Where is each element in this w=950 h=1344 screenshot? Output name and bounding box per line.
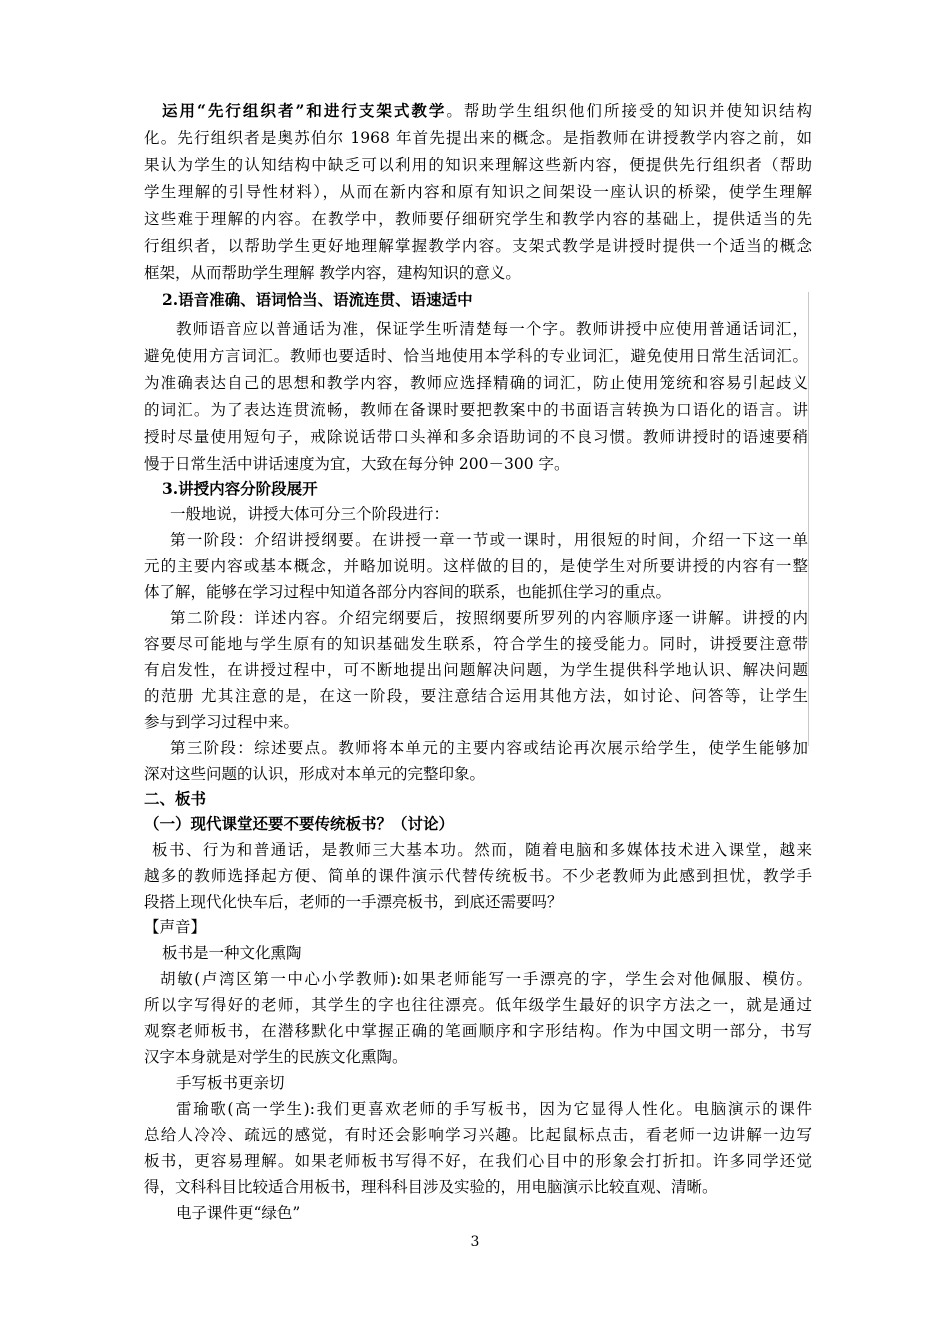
paragraph-line: 的范册 尤其注意的是，在这一阶段，要注意结合运用其他方法，如讨论、问答等，让学生: [144, 687, 808, 705]
paragraph-line: 框架，从而帮助学生理解 教学内容，建构知识的意义。: [144, 264, 521, 282]
topic-heading: 手写板书更亲切: [176, 1074, 285, 1092]
paragraph-line: 有启发性，在讲授过程中，可不断地提出问题解决问题，为学生提供科学地认识、解决问题: [144, 661, 808, 679]
paragraph-line: 汉字本身就是对学生的民族文化熏陶。: [144, 1048, 408, 1066]
topic-heading: 板书是一种文化熏陶: [162, 944, 302, 962]
paragraph-line: 段搭上现代化快车后，老师的一手漂亮板书，到底还需要吗？: [144, 893, 563, 911]
paragraph-line: 板书，更容易理解。如果老师板书写得不好，在我们心目中的形象会打折扣。许多同学还觉: [144, 1152, 812, 1170]
paragraph-line: 第一阶段：介绍讲授纲要。在讲授一章一节或一课时，用很短的时间，介绍一下这一单: [170, 531, 808, 549]
paragraph-line: 教师语音应以普通话为准，保证学生听清楚每一个字。教师讲授中应使用普通话词汇，: [176, 320, 808, 338]
paragraph-line: 授时尽量使用短句子，戒除说话带口头禅和多余语助词的不良习惯。教师讲授时的语速要稍: [144, 428, 808, 446]
paragraph-line: 的词汇。为了表达连贯流畅，教师在备课时要把教案中的书面语言转换为口语化的语言。讲: [144, 401, 808, 419]
section-heading-3: 3.讲授内容分阶段展开: [162, 479, 318, 498]
paragraph-line: 化。先行组织者是奥苏伯尔 1968 年首先提出来的概念。是指教师在讲授教学内容之前，如: [144, 129, 812, 147]
paragraph-line: 参与到学习过程中来。: [144, 713, 300, 731]
paragraph-line: 避免使用方言词汇。教师也要适时、恰当地使用本学科的专业词汇，避免使用日常生活词汇。: [144, 347, 808, 365]
paragraph-line: 雷瑜歌(高一学生):我们更喜欢老师的手写板书，因为它显得人性化。电脑演示的课件: [176, 1100, 812, 1118]
paragraph-line: 体了解，能够在学习过程中知道各部分内容间的联系，也能抓住学习的重点。: [144, 583, 672, 601]
paragraph-line: 所以字写得好的老师，其学生的字也往往漂亮。低年级学生最好的识字方法之一，就是通过: [144, 996, 812, 1014]
page-number: 3: [470, 1234, 480, 1250]
paragraph-line: 学生理解的引导性材料），从而在新内容和原有知识之间架设一座认识的桥梁，使学生理解: [144, 183, 812, 201]
paragraph-line: 板书、行为和普通话，是教师三大基本功。然而，随着电脑和多媒体技术进入课堂，越来: [152, 841, 812, 859]
margin-rule: [808, 292, 809, 746]
paragraph-line: 果认为学生的认知结构中缺乏可以利用的知识来理解这些新内容，便提供先行组织者（帮助: [144, 156, 812, 174]
paragraph-line: 容要尽可能地与学生原有的知识基础发生联系，符合学生的接受能力。同时，讲授要注意带: [144, 635, 808, 653]
paragraph-line: 运用“先行组织者”和进行支架式教学。帮助学生组织他们所接受的知识并使知识结构: [162, 101, 812, 120]
paragraph-line: 慢于日常生活中讲话速度为宜，大致在每分钟 200－300 字。: [144, 455, 570, 473]
paragraph-line: 越多的教师选择起方便、简单的课件演示代替传统板书。不少老教师为此感到担忧，教学手: [144, 867, 812, 885]
paragraph-line: 第二阶段：详述内容。介绍完纲要后，按照纲要所罗列的内容顺序逐一讲解。讲授的内: [170, 609, 808, 627]
paragraph-line: 元的主要内容或基本概念，并略加说明。这样做的目的，是使学生对所要讲授的内容有一整: [144, 557, 808, 575]
paragraph-line: 总给人冷冷、疏远的感觉，有时还会影响学习兴趣。比起鼠标点击，看老师一边讲解一边写: [144, 1126, 812, 1144]
voice-label: 【声音】: [144, 918, 207, 936]
paragraph-line: 为准确表达自己的思想和教学内容，教师应选择精确的词汇，防止使用笼统和容易引起歧义: [144, 374, 808, 392]
topic-heading: 电子课件更“绿色”: [176, 1204, 301, 1222]
paragraph-line: 一般地说，讲授大体可分三个阶段进行：: [170, 505, 450, 523]
paragraph-line: 这些难于理解的内容。在教学中，教师要仔细研究学生和教学内容的基础上，提供适当的先: [144, 210, 812, 228]
section-heading-board: 二、板书: [144, 789, 207, 808]
paragraph-line: 深对这些问题的认识，形成对本单元的完整印象。: [144, 765, 486, 783]
paragraph-line: 行组织者，以帮助学生更好地理解掌握教学内容。支架式教学是讲授时提供一个适当的概念: [144, 237, 812, 255]
paragraph-line: 得，文科科目比较适合用板书，理科科目涉及实验的，用电脑演示比较直观、清晰。: [144, 1178, 718, 1196]
paragraph-line: 观察老师板书，在潜移默化中掌握正确的笔画顺序和字形结构。作为中国文明一部分，书写: [144, 1022, 812, 1040]
advance-organizer-heading: 运用“先行组织者”和进行支架式教学: [162, 101, 447, 120]
section-heading-2: 2.语音准确、语词恰当、语流连贯、语速适中: [162, 290, 473, 309]
subsection-heading: （一）现代课堂还要不要传统板书？（讨论）: [144, 814, 455, 833]
paragraph-line: 胡敏(卢湾区第一中心小学教师):如果老师能写一手漂亮的字，学生会对他佩服、模仿。: [160, 970, 812, 988]
paragraph-line: 第三阶段：综述要点。教师将本单元的主要内容或结论再次展示给学生，使学生能够加: [170, 739, 808, 757]
